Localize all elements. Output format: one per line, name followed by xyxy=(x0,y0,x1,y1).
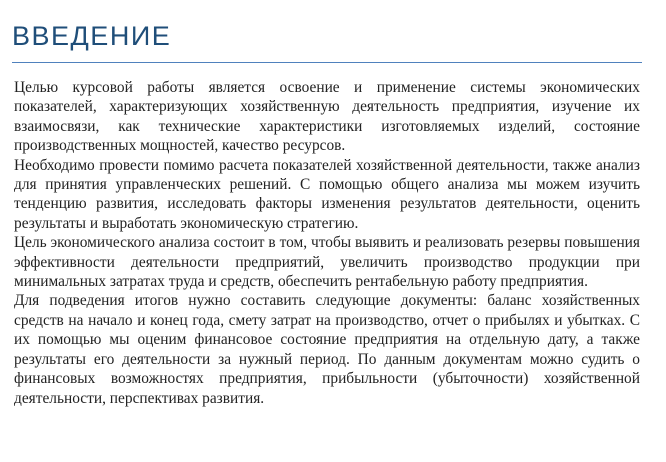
page-title: ВВЕДЕНИЕ xyxy=(12,21,172,51)
document-body xyxy=(14,78,640,408)
paragraph-goal: Целью курсовой работы является освоение и применение системы экономических показателей, характеризующих хозяйственную деятельность предприятия, изучение их взаимосвязи, как технические характеристики изготовляемых изделий, состояние производственных мощностей, качество ресурсов. xyxy=(14,79,640,155)
paragraph-economic-analysis: Цель экономического анализа состоит в том, чтобы выявить и реализовать резервы повышения эффективности деятельности предприятий, увеличить производство продукции при минимальных затратах труда и средств, обеспечить рентабельную работу предприятия. xyxy=(14,234,640,291)
paragraph-documents: Для подведения итогов нужно составить следующие документы: баланс хозяйственных средств на начало и конец года, смету затрат на производство, отчет о прибылях и убытках. С их помощью мы оценим финансовое состояние предприятия на отдельную дату, а также результаты его деятельности за нужный период. По данным документам можно судить о финансовых возможностях предприятия, прибыльности (убыточности) хозяйственной деятельности, перспективах развития. xyxy=(14,292,640,407)
heading-divider xyxy=(12,62,642,63)
paragraph-analysis: Необходимо провести помимо расчета показателей хозяйственной деятельности, также анализ для принятия управленческих решений. С помощью общего анализа мы можем изучить тенденцию развития, исследовать факторы изменения результатов деятельности, оценить результаты и выработать экономическую стратегию. xyxy=(14,156,640,232)
